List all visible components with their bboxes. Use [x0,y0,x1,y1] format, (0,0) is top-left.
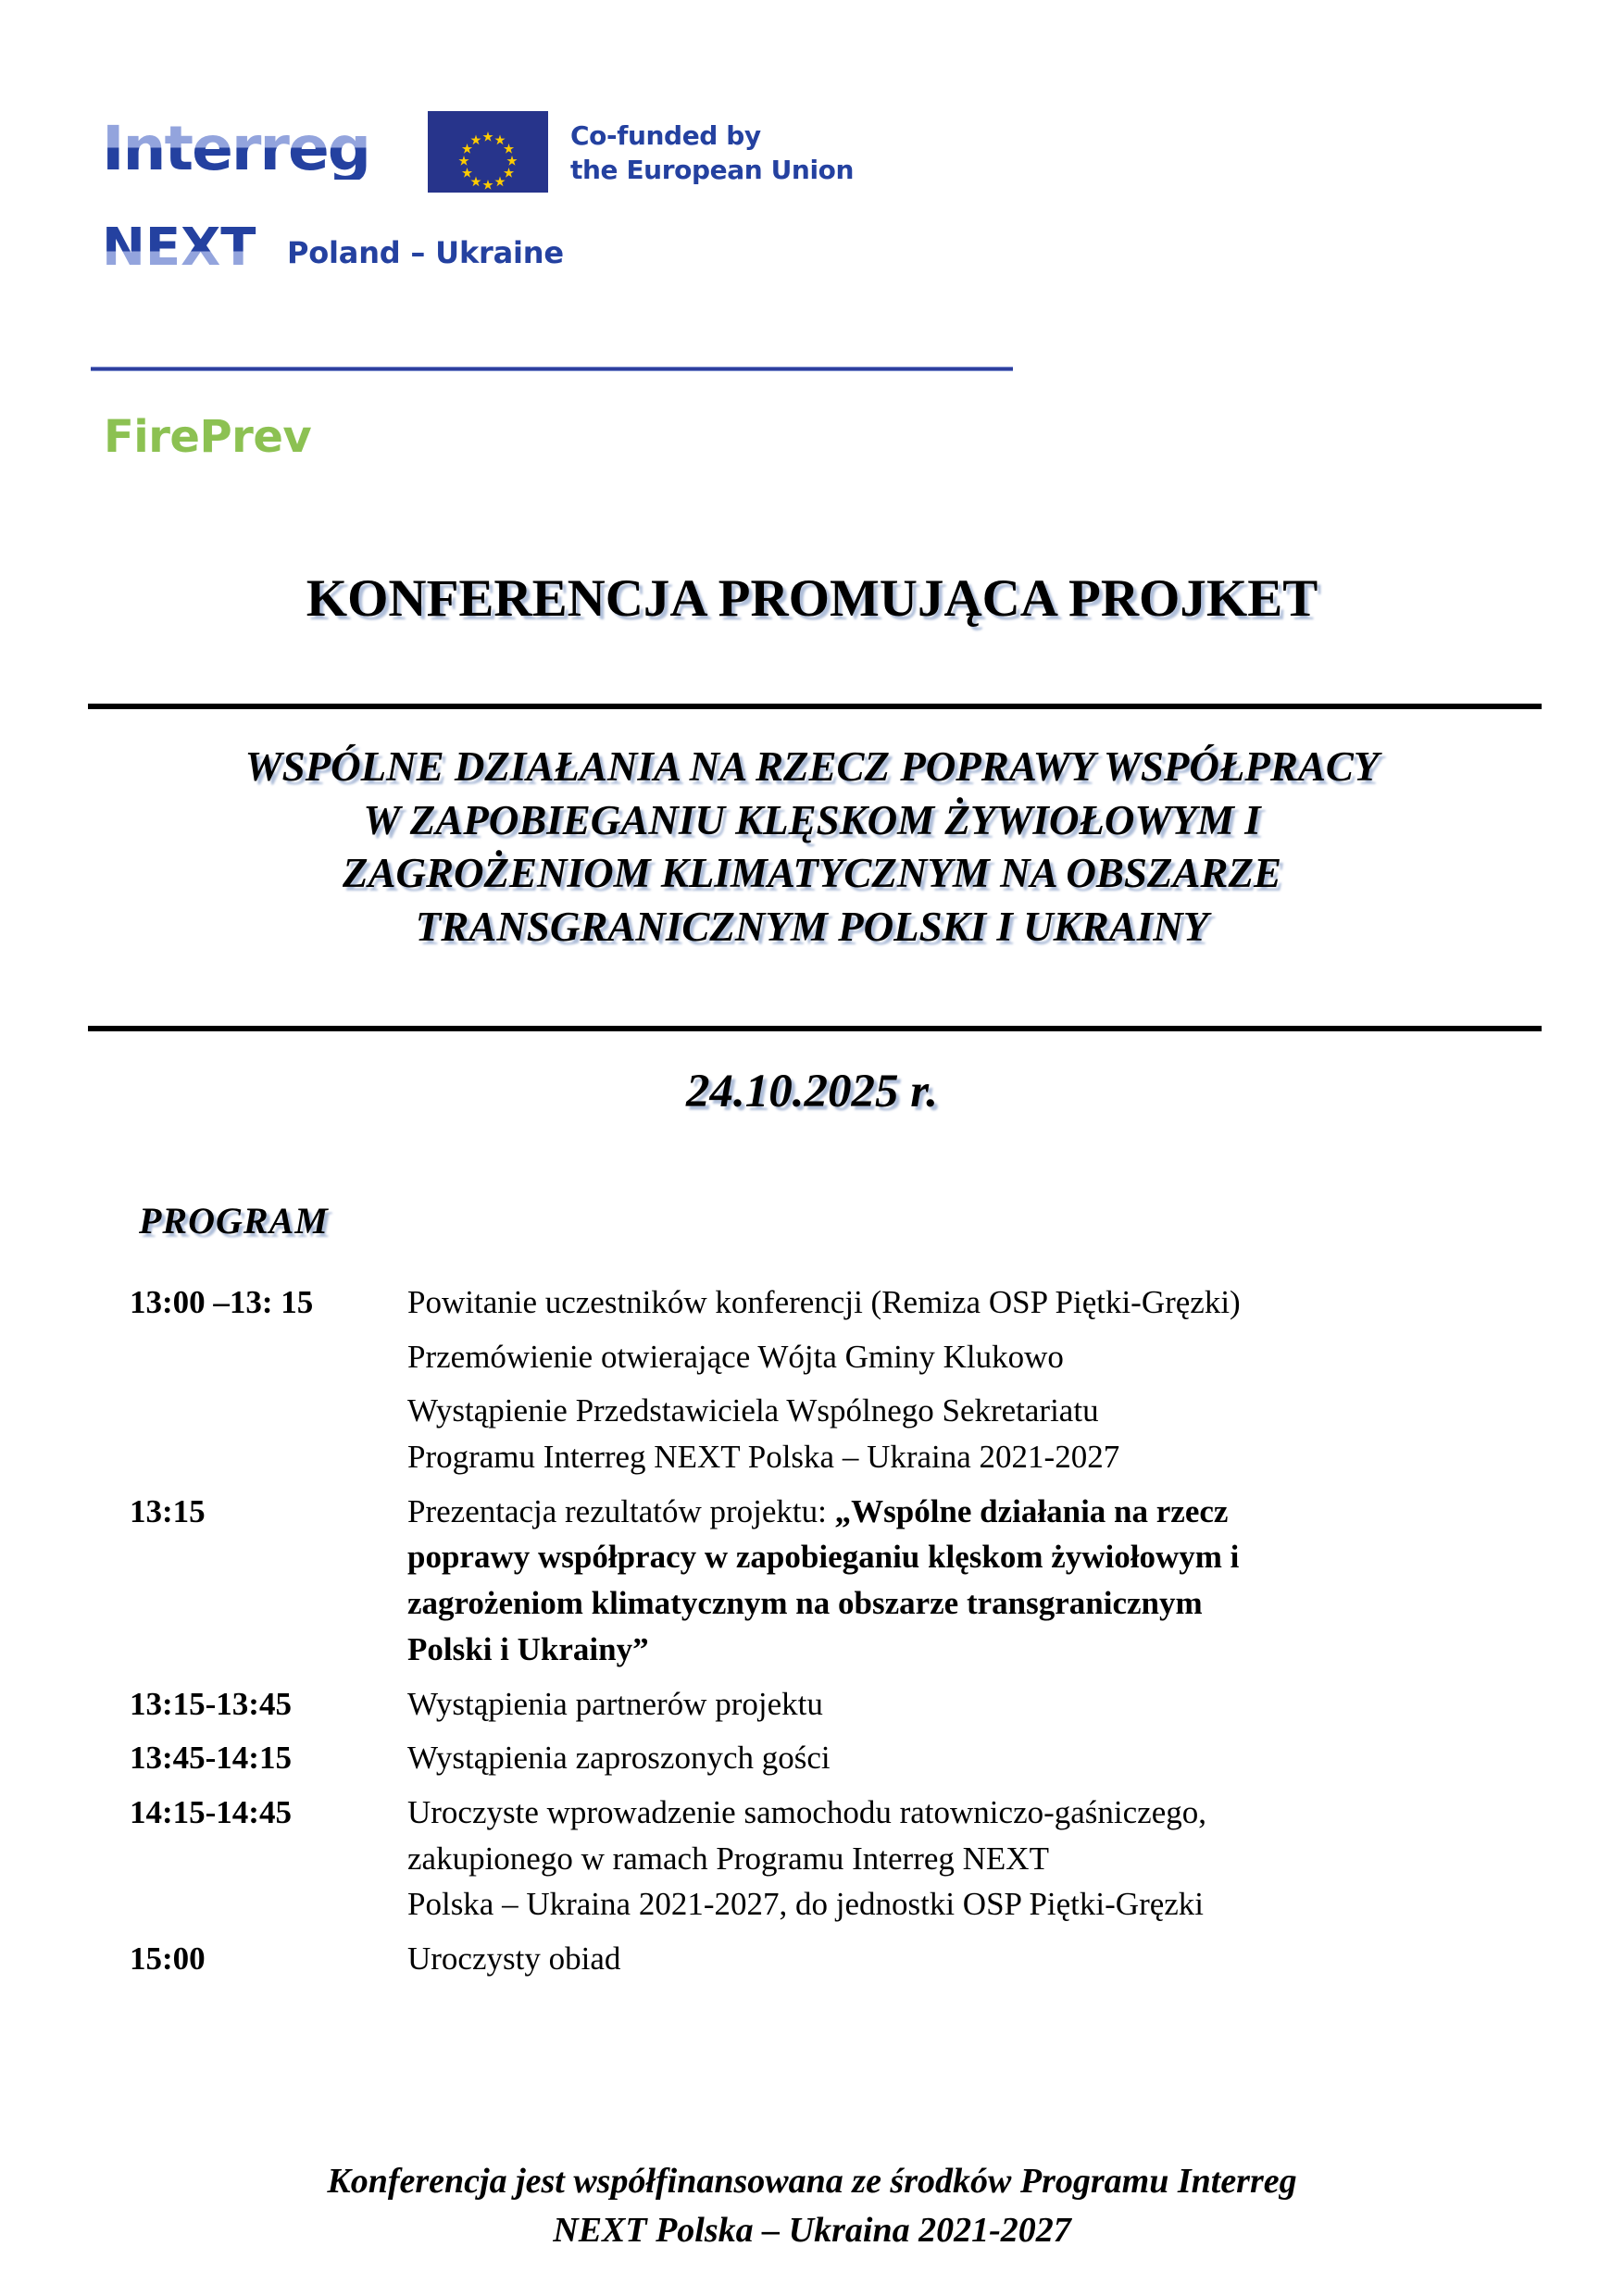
schedule-text-run: zagrożeniom klimatycznym na obszarze transgranicznym [407,1585,1203,1622]
schedule-line [407,1881,1537,1928]
schedule-time: 15:00 [130,1940,206,1977]
schedule-description [407,1279,1537,1326]
schedule-time: 13:15 [130,1492,206,1529]
subtitle-line: W ZAPOBIEGANIU KLĘSKOM ŻYWIOŁOWYM I [363,796,1261,843]
schedule-text-run: Uroczysty obiad [407,1940,621,1977]
schedule-row-gap [130,1982,1537,1990]
logo-block [102,111,1528,283]
schedule-description [407,1334,1537,1380]
schedule-row [130,1936,1537,1982]
schedule-description [407,1936,1537,1982]
interreg-logo: Interreg [102,113,369,184]
logo-row-interreg-eu [102,111,1528,213]
schedule-description [407,1735,1537,1781]
schedule-row [130,1735,1537,1781]
schedule-text-run: Przemówienie otwierające Wójta Gminy Klukowo [407,1338,1064,1375]
eu-flag-icon [428,111,548,193]
schedule-row [130,1489,1537,1673]
schedule-row-gap [130,1480,1537,1489]
eu-funding-text [570,119,854,187]
schedule-description [407,1388,1537,1479]
schedule-row-gap [130,1379,1537,1388]
schedule-time: 13:00 –13: 15 [130,1284,314,1320]
schedule-text-run: Polska – Ukraina 2021-2027, do jednostki OSP Piętki-Gręzki [407,1886,1205,1923]
next-programme-label: Poland – Ukraine [287,235,564,270]
schedule-text-run: Wystąpienie Przedstawiciela Wspólnego Sekretariatu [407,1392,1099,1429]
program-heading: PROGRAM [139,1200,329,1242]
event-date: 24.10.2025 r. [685,1066,939,1117]
fireprev-project-logo: FirePrev [104,411,312,463]
funding-footer [0,2157,1624,2255]
schedule-text-run: poprawy współpracy w zapobieganiu klęskom żywiołowym i [407,1539,1240,1576]
schedule-text-run: Wystąpienia zaproszonych gości [407,1740,831,1777]
schedule-line [407,1790,1537,1836]
schedule-line [407,1681,1537,1728]
divider-below-subtitle [88,1026,1542,1031]
schedule-description [407,1681,1537,1728]
next-logo: NEXT [102,218,256,278]
page-title: KONFERENCJA PROMUJĄCA PROJKET [306,569,1318,628]
schedule-text-run: „Wspólne działania na rzecz [834,1492,1229,1529]
schedule-row [130,1279,1537,1326]
schedule-line [407,1388,1537,1434]
funding-footer-line: Konferencja jest współfinansowana ze środków Programu Interreg [327,2162,1297,2201]
schedule-row-gap [130,1928,1537,1936]
schedule-row [130,1790,1537,1928]
schedule-text-run: Wystąpienia partnerów projektu [407,1685,823,1722]
schedule-row-gap [130,1326,1537,1334]
schedule-line [407,1434,1537,1480]
subtitle-line: WSPÓLNE DZIAŁANIA NA RZECZ POPRAWY WSPÓŁPRACY [244,743,1380,790]
schedule-text-run: Prezentacja rezultatów projektu: [407,1492,835,1529]
schedule-row [130,1388,1537,1479]
subtitle-line: ZAGROŻENIOM KLIMATYCZNYM NA OBSZARZE [343,850,1281,897]
program-schedule [130,1279,1537,1990]
schedule-line [407,1936,1537,1982]
eu-funding-line-2: the European Union [570,155,855,186]
schedule-row-gap [130,1673,1537,1681]
schedule-row [130,1334,1537,1380]
page-subtitle [0,741,1624,954]
schedule-line [407,1735,1537,1781]
schedule-text-run: Uroczyste wprowadzenie samochodu ratowniczo-gaśniczego, [407,1793,1206,1830]
schedule-text-run: Polski i Ukrainy” [407,1630,649,1667]
schedule-time: 13:15-13:45 [130,1685,292,1722]
divider-above-subtitle [88,704,1542,709]
schedule-time: 14:15-14:45 [130,1793,292,1830]
schedule-row [130,1681,1537,1728]
schedule-row-gap [130,1781,1537,1790]
schedule-description [407,1489,1537,1673]
schedule-line [407,1279,1537,1326]
schedule-text-run: Powitanie uczestników konferencji (Remiza OSP Piętki-Gręzki) [407,1284,1241,1320]
eu-funding-line-1: Co-funded by [570,120,761,151]
schedule-description [407,1790,1537,1928]
schedule-text-run: Programu Interreg NEXT Polska – Ukraina 2021-2027 [407,1439,1120,1476]
schedule-line [407,1836,1537,1882]
schedule-time: 13:45-14:15 [130,1740,292,1777]
header-blue-divider [91,367,1013,371]
schedule-line [407,1580,1537,1627]
schedule-line [407,1489,1537,1535]
schedule-line [407,1534,1537,1580]
subtitle-line: TRANSGRANICZNYM POLSKI I UKRAINY [415,903,1209,950]
schedule-line [407,1627,1537,1673]
schedule-row-gap [130,1727,1537,1735]
schedule-line [407,1334,1537,1380]
schedule-text-run: zakupionego w ramach Programu Interreg NEXT [407,1840,1049,1877]
funding-footer-line: NEXT Polska – Ukraina 2021-2027 [553,2211,1071,2251]
logo-row-next [102,218,1528,283]
